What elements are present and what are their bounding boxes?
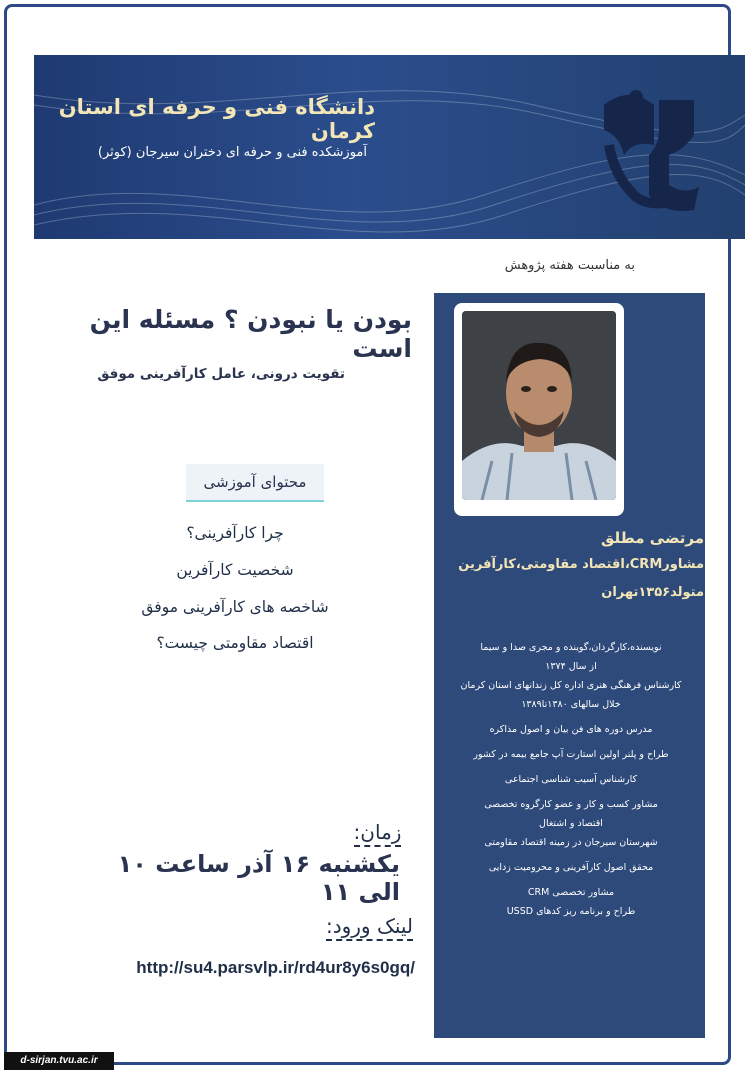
topic-item: اقتصاد مقاومتی چیست؟ <box>156 634 314 652</box>
event-title: بودن یا نبودن ؟ مسئله این است <box>89 305 412 363</box>
site-badge[interactable]: d-sirjan.tvu.ac.ir <box>4 1052 114 1070</box>
bio-line: شهرستان سیرجان در زمینه اقتصاد مقاومتی <box>484 837 658 848</box>
topic-item: چرا کارآفرینی؟ <box>186 524 284 542</box>
bio-line: طراح و برنامه ریز کدهای USSD <box>506 906 636 917</box>
university-name: دانشگاه فنی و حرفه ای استان کرمان <box>58 95 375 143</box>
bio-line: محقق اصول کارآفرینی و محرومیت زدایی <box>488 862 654 873</box>
bio-line: مشاور کسب و کار و عضو کارگروه تخصصی <box>484 799 658 810</box>
join-link[interactable]: http://su4.parsvlp.ir/rd4ur8y6s0gq/ <box>136 958 415 977</box>
content-heading: محتوای آموزشی <box>186 464 324 502</box>
speaker-panel <box>434 293 705 1038</box>
bio-line: اقتصاد و اشتغال <box>539 818 603 829</box>
bio-line: خلال سالهای ۱۳۸۰تا۱۳۸۹ <box>521 699 621 710</box>
topic-item: شخصیت کارآفرین <box>176 561 294 579</box>
bio-line: از سال ۱۳۷۴ <box>545 661 597 672</box>
occasion-text: به مناسبت هفته پژوهش <box>504 258 635 273</box>
speaker-born: متولد۱۳۵۶تهران <box>601 585 704 600</box>
time-label: زمان: <box>330 820 425 844</box>
speaker-photo <box>462 311 616 500</box>
bio-line: کارشناس آسیب شناسی اجتماعی <box>504 774 638 785</box>
speaker-photo-frame <box>454 303 624 516</box>
college-name: آموزشکده فنی و حرفه ای دختران سیرجان (کوثر) <box>97 145 367 160</box>
topic-item: شاخصه های کارآفرینی موفق <box>141 598 329 616</box>
bio-line: مشاور تخصصی CRM <box>527 887 615 898</box>
link-label: لینک ورود: <box>312 914 427 938</box>
bio-line: کارشناس فرهنگی هنری اداره کل زندانهای استان کرمان <box>460 680 682 691</box>
speaker-role: مشاورCRM،اقتصاد مقاومتی،کارآفرین <box>458 557 704 572</box>
bio-line: طراح و پلنر اولین استارت آپ جامع بیمه در کشور <box>473 749 669 760</box>
time-value: یکشنبه ۱۶ آذر ساعت ۱۰ الی ۱۱ <box>117 850 400 906</box>
speaker-name: مرتضی مطلق <box>601 529 704 547</box>
university-logo-icon <box>574 75 724 225</box>
bio-line: مدرس دوره های فن بیان و اصول مذاکره <box>489 724 653 735</box>
bio-line: نویسنده،کارگردان،گوینده و مجری صدا و سیما <box>480 642 662 653</box>
header-banner <box>34 55 745 239</box>
speaker-bio <box>440 638 702 921</box>
event-subtitle: تقویت درونی، عامل کارآفرینی موفق <box>97 366 345 382</box>
